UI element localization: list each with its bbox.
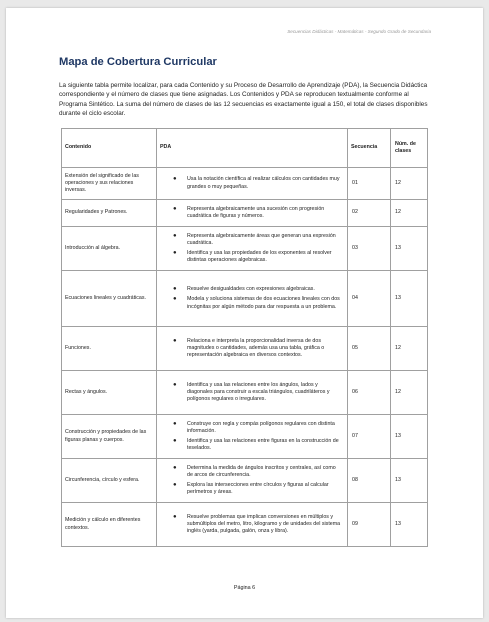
pda-bullet-item bbox=[161, 338, 343, 360]
cell-contenido: Extensión del significado de las operaciones y sus relaciones inversas. bbox=[62, 168, 157, 200]
cell-contenido: Ecuaciones lineales y cuadráticas. bbox=[62, 271, 157, 327]
cell-num-clases: 13 bbox=[391, 459, 428, 503]
bullet-icon: ● bbox=[173, 176, 177, 183]
pda-text: Resuelve problemas que implican conversiones en múltiplos y submúltiplos del metro, litro, kilogramo y de unidades del sistema inglés (yarda, pulgada, galón, onza y libra). bbox=[187, 513, 341, 535]
cell-num-clases: 12 bbox=[391, 168, 428, 200]
cell-num-clases: 13 bbox=[391, 271, 428, 327]
cell-secuencia: 06 bbox=[348, 371, 391, 415]
cell-pda bbox=[157, 415, 348, 459]
bullet-icon: ● bbox=[173, 381, 177, 388]
pda-bullet-item bbox=[161, 438, 343, 452]
cell-pda bbox=[157, 168, 348, 200]
bullet-icon: ● bbox=[173, 464, 177, 471]
cell-secuencia: 09 bbox=[348, 503, 391, 547]
intro-paragraph: La siguiente tabla permite localizar, para cada Contenido y su Proceso de Desarrollo de Aprendizaje (PDA), la Secuencia Didáctica correspondiente y el número de clases que tiene asignadas. Los Contenidos y PDA se reproducen textualmente conforme al Programa Sintético. La suma del número de clases de las 12 secuencias es exactamente igual a 150, el total de clases disponibles durante el ciclo escolar. bbox=[59, 82, 428, 117]
pda-bullet-item bbox=[161, 233, 343, 247]
bullet-icon: ● bbox=[173, 232, 177, 239]
cell-secuencia: 07 bbox=[348, 415, 391, 459]
header-pda: PDA bbox=[157, 129, 348, 168]
pda-text: Modela y soluciona sistemas de dos ecuaciones lineales con dos incógnitas por algún método para dar respuesta a un problema. bbox=[187, 296, 340, 310]
bullet-icon: ● bbox=[173, 482, 177, 488]
bullet-icon: ● bbox=[173, 205, 177, 212]
page-title: Mapa de Cobertura Curricular bbox=[59, 56, 217, 68]
cell-pda bbox=[157, 459, 348, 503]
cell-secuencia: 08 bbox=[348, 459, 391, 503]
bullet-icon: ● bbox=[173, 438, 177, 444]
pda-text: Usa la notación científica al realizar cálculos con cantidades muy grandes o muy pequeñas. bbox=[187, 176, 340, 190]
cell-pda bbox=[157, 227, 348, 271]
table-row bbox=[62, 503, 428, 547]
cell-secuencia: 03 bbox=[348, 227, 391, 271]
table-body bbox=[62, 168, 428, 547]
cell-contenido: Construcción y propiedades de las figuras planas y cuerpos. bbox=[62, 415, 157, 459]
cell-contenido: Rectas y ángulos. bbox=[62, 371, 157, 415]
cell-num-clases: 13 bbox=[391, 227, 428, 271]
cell-contenido: Circunferencia, círculo y esfera. bbox=[62, 459, 157, 503]
pda-text: Identifica y usa las relaciones entre figuras en la construcción de teselados. bbox=[187, 438, 339, 452]
table-row bbox=[62, 415, 428, 459]
pda-bullet-item bbox=[161, 421, 343, 435]
bullet-icon: ● bbox=[173, 420, 177, 427]
curriculum-table bbox=[61, 128, 428, 547]
pda-text: Explora las intersecciones entre círculos y figuras al calcular perímetros y áreas. bbox=[187, 482, 329, 496]
cell-num-clases: 12 bbox=[391, 200, 428, 227]
cell-contenido: Funciones. bbox=[62, 327, 157, 371]
header-num-clases: Núm. de clases bbox=[391, 129, 428, 168]
cell-contenido: Medición y cálculo en diferentes contextos. bbox=[62, 503, 157, 547]
pda-text: Representa algebraicamente áreas que generan una expresión cuadrática. bbox=[187, 232, 336, 246]
cell-secuencia: 02 bbox=[348, 200, 391, 227]
bullet-icon: ● bbox=[173, 296, 177, 303]
cell-pda bbox=[157, 371, 348, 415]
table-header-row bbox=[62, 129, 428, 168]
bullet-icon: ● bbox=[173, 513, 177, 520]
table-row bbox=[62, 327, 428, 371]
pda-bullet-item bbox=[161, 286, 343, 293]
cell-secuencia: 01 bbox=[348, 168, 391, 200]
table-row bbox=[62, 459, 428, 503]
pda-bullet-item bbox=[161, 514, 343, 536]
pda-bullet-item bbox=[161, 176, 343, 190]
table-row bbox=[62, 371, 428, 415]
pda-bullet-item bbox=[161, 250, 343, 264]
cell-num-clases: 13 bbox=[391, 503, 428, 547]
bullet-icon: ● bbox=[173, 250, 177, 256]
cell-secuencia: 04 bbox=[348, 271, 391, 327]
cell-num-clases: 12 bbox=[391, 371, 428, 415]
pda-bullet-item bbox=[161, 482, 343, 496]
header-secuencia: Secuencia bbox=[348, 129, 391, 168]
bullet-icon: ● bbox=[173, 286, 177, 293]
table-row bbox=[62, 168, 428, 200]
cell-num-clases: 13 bbox=[391, 415, 428, 459]
pda-bullet-item bbox=[161, 465, 343, 479]
page-number: Página 6 bbox=[233, 585, 256, 591]
bullet-icon: ● bbox=[173, 337, 177, 344]
cell-contenido: Introducción al álgebra. bbox=[62, 227, 157, 271]
table-row bbox=[62, 227, 428, 271]
pda-bullet-item bbox=[161, 382, 343, 404]
cell-contenido: Regularidades y Patrones. bbox=[62, 200, 157, 227]
pda-text: Construye con regla y compás polígonos regulares con distinta información. bbox=[187, 420, 335, 434]
cell-pda bbox=[157, 200, 348, 227]
pda-bullet-item bbox=[161, 206, 343, 220]
pda-text: Relaciona e interpreta la proporcionalidad inversa de dos magnitudes o cantidades, además usa una tabla, gráfica o representación algebraica en diversos contextos. bbox=[187, 337, 325, 359]
cell-pda bbox=[157, 327, 348, 371]
cell-pda bbox=[157, 271, 348, 327]
header-contenido: Contenido bbox=[62, 129, 157, 168]
table-row bbox=[62, 271, 428, 327]
cell-secuencia: 05 bbox=[348, 327, 391, 371]
pda-bullet-item bbox=[161, 296, 343, 310]
pda-text: Identifica y usa las relaciones entre los ángulos, lados y diagonales para construir a escala triángulos, cuadriláteros y polígonos regulares o irregulares. bbox=[187, 381, 330, 403]
table-row bbox=[62, 200, 428, 227]
cell-num-clases: 12 bbox=[391, 327, 428, 371]
document-page bbox=[6, 8, 483, 618]
pda-text: Determina la medida de ángulos inscritos y centrales, así como de arcos de circunferencia. bbox=[187, 464, 336, 478]
pda-text: Representa algebraicamente una sucesión con progresión cuadrática de figuras y números. bbox=[187, 205, 325, 219]
pda-text: Identifica y usa las propiedades de los exponentes al resolver distintas operaciones algebraicas. bbox=[187, 250, 332, 264]
cell-pda bbox=[157, 503, 348, 547]
running-header: Secuencias Didácticas - Matemáticas - Segundo Grado de Secundaria bbox=[287, 29, 431, 34]
pda-text: Resuelve desigualdades con expresiones algebraicas. bbox=[187, 286, 315, 293]
